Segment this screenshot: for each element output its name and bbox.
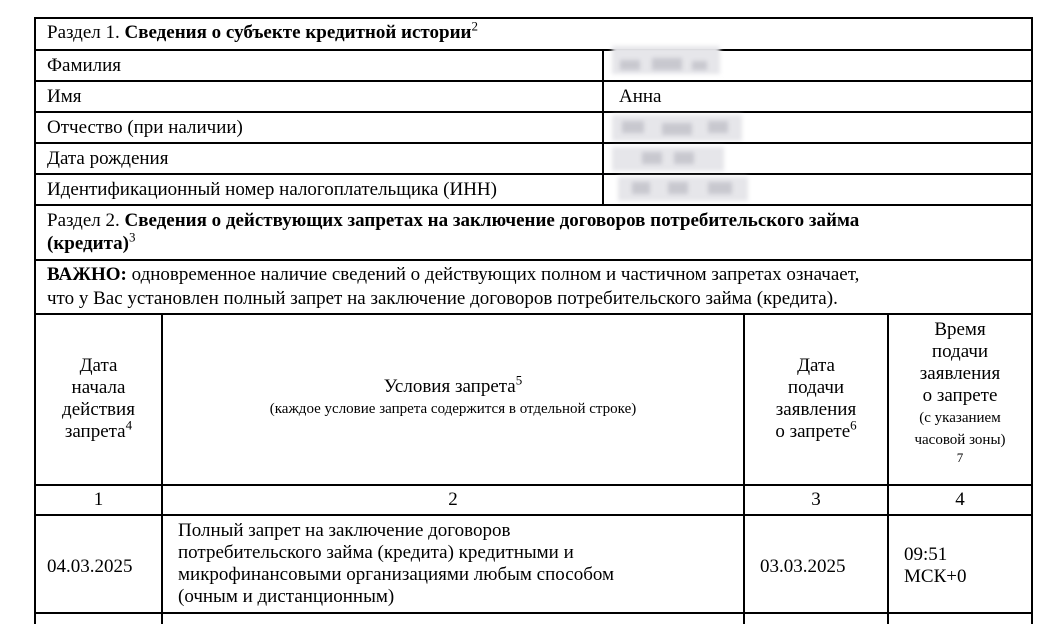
row-divider xyxy=(34,259,1033,261)
row-divider xyxy=(34,142,1033,144)
name-label: Имя xyxy=(47,86,82,107)
row-divider xyxy=(34,313,1033,315)
birthdate-value-redacted xyxy=(612,147,724,171)
column-number-3: 3 xyxy=(811,489,821,510)
important-text-line1: одновременное наличие сведений о действующих полном и частичном запретах означает, xyxy=(126,264,860,285)
header-conditions-footnote: 5 xyxy=(515,372,523,388)
table-column-divider xyxy=(161,313,163,624)
header-conditions xyxy=(163,372,743,420)
header-conditions-subtitle: (каждое условие запрета содержится в отдельной строке) xyxy=(269,401,637,417)
column-number-1: 1 xyxy=(93,489,104,510)
header-filed-time-sub1: (с указанием xyxy=(919,410,1001,426)
column-divider xyxy=(602,49,604,204)
row-divider xyxy=(34,80,1033,82)
section2-prefix: Раздел 2. xyxy=(47,210,120,231)
row-filed-time: 09:51 МСК+0 xyxy=(904,544,967,587)
section2-heading-line2 xyxy=(47,229,136,255)
patronymic-value-redacted xyxy=(612,115,742,141)
row-divider xyxy=(34,111,1033,113)
important-note-line1 xyxy=(47,264,859,286)
header-filed-time: Время подачи заявления о запрете (с указанием часовой зоны) 7 xyxy=(889,319,1031,465)
table-header-divider xyxy=(34,484,1033,486)
frame-left-border xyxy=(34,17,36,624)
row-start-date: 04.03.2025 xyxy=(47,556,133,577)
header-filed-time-footnote: 7 xyxy=(956,450,964,465)
section2-footnote-ref: 3 xyxy=(128,229,136,245)
patronymic-label: Отчество (при наличии) xyxy=(47,117,243,138)
header-start-date: Дата начала действия запрета$^4$ xyxy=(62,355,135,442)
name-value: Анна xyxy=(619,86,662,107)
section1-title: Сведения о субъекте кредитной истории xyxy=(124,22,472,43)
important-label: ВАЖНО: xyxy=(47,264,127,285)
inn-label: Идентификационный номер налогоплательщика (ИНН) xyxy=(47,179,497,200)
column-number-2: 2 xyxy=(448,489,458,510)
row-divider xyxy=(34,49,1033,51)
frame-top-border xyxy=(34,17,1033,19)
surname-value-redacted xyxy=(612,46,720,74)
header-conditions-title: Условия запрета xyxy=(383,376,516,397)
header-filed-time-sub2: часовой зоны) xyxy=(914,432,1006,448)
table-number-divider xyxy=(34,514,1033,516)
important-text-line2: что у Вас установлен полный запрет на заключение договоров потребительского займа (кредита). xyxy=(47,288,838,309)
surname-label: Фамилия xyxy=(47,55,122,76)
header-filed-date: Дата подачи заявления о запрете$^6$ xyxy=(775,355,857,442)
header-filed-date-footnote: 6 xyxy=(850,417,857,433)
row-divider xyxy=(34,173,1033,175)
frame-right-border xyxy=(1031,17,1033,624)
birthdate-label: Дата рождения xyxy=(47,148,169,169)
section2-heading-line1 xyxy=(47,210,859,232)
section1-prefix: Раздел 1. xyxy=(47,22,120,43)
section1-heading xyxy=(47,18,478,44)
header-start-date-footnote: 4 xyxy=(125,417,133,433)
column-number-4: 4 xyxy=(955,489,965,510)
section2-title-line1: Сведения о действующих запретах на заключение договоров потребительского займа xyxy=(124,210,860,231)
section2-title-line2: (кредита) xyxy=(47,233,129,254)
table-row-divider xyxy=(34,612,1033,614)
section1-footnote-ref: 2 xyxy=(471,18,478,34)
row-filed-date: 03.03.2025 xyxy=(760,556,846,577)
row-divider xyxy=(34,204,1033,206)
row-condition-text: Полный запрет на заключение договоров потребительского займа (кредита) кредитными и микрофинансовыми организациями любым способом (очным и дистанционным) xyxy=(178,520,615,607)
inn-value-redacted xyxy=(618,177,748,201)
